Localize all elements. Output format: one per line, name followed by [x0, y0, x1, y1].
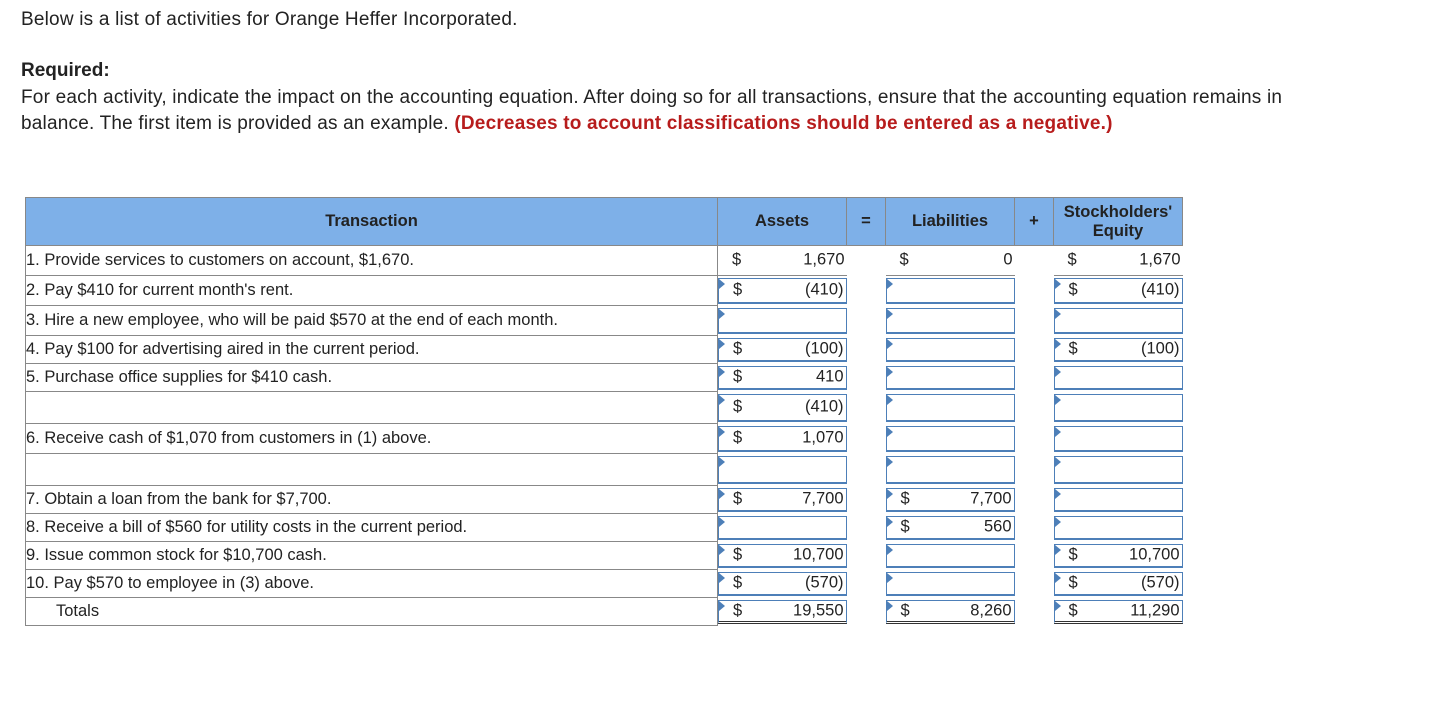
currency-symbol: $: [733, 339, 743, 358]
transaction-label: 6. Receive cash of $1,070 from customers in (1) above.: [26, 424, 718, 454]
currency-symbol: $: [733, 601, 743, 619]
transaction-label: Totals: [26, 598, 718, 626]
liabilities-cell[interactable]: [886, 276, 1015, 306]
assets-cell[interactable]: [718, 276, 847, 306]
liabilities-input[interactable]: [886, 544, 1015, 568]
equity-cell[interactable]: [1054, 364, 1183, 392]
input-marker-icon: [719, 427, 725, 437]
column-gap: [1015, 454, 1054, 486]
equity-value: (570): [1140, 573, 1180, 592]
liabilities-value: 0: [1003, 250, 1013, 269]
liabilities-cell: [886, 246, 1015, 276]
table-row: [26, 392, 1183, 424]
input-marker-icon: [719, 339, 725, 349]
required-instructions: For each activity, indicate the impact on the accounting equation. After doing so for all transactions, ensure that the accounting equation remains in balance. The first item is provided as an example.: [21, 87, 1283, 134]
column-gap: [847, 486, 886, 514]
equity-input[interactable]: [1054, 426, 1183, 452]
liabilities-cell[interactable]: [886, 570, 1015, 598]
input-marker-icon: [887, 517, 893, 527]
input-marker-icon: [1055, 457, 1061, 467]
input-marker-icon: [1055, 427, 1061, 437]
input-marker-icon: [887, 573, 893, 583]
column-gap: [1015, 392, 1054, 424]
assets-cell[interactable]: [718, 570, 847, 598]
liabilities-input[interactable]: [886, 366, 1015, 390]
assets-input[interactable]: [718, 544, 847, 568]
currency-symbol: $: [900, 601, 910, 619]
input-marker-icon: [719, 395, 725, 405]
liabilities-input[interactable]: [886, 600, 1015, 624]
column-gap: [1015, 570, 1054, 598]
equity-input[interactable]: [1054, 572, 1183, 596]
column-gap: [1015, 336, 1054, 364]
currency-symbol: $: [1068, 601, 1078, 619]
equity-value: (100): [1140, 339, 1180, 358]
liabilities-input[interactable]: [886, 456, 1015, 484]
column-gap: [847, 514, 886, 542]
currency-symbol: $: [733, 397, 743, 416]
liabilities-cell[interactable]: [886, 424, 1015, 454]
assets-cell[interactable]: [718, 542, 847, 570]
input-marker-icon: [1055, 573, 1061, 583]
liabilities-cell[interactable]: [886, 514, 1015, 542]
equity-input[interactable]: [1054, 366, 1183, 390]
input-marker-icon: [719, 457, 725, 467]
equity-cell[interactable]: [1054, 306, 1183, 336]
equity-cell[interactable]: [1054, 276, 1183, 306]
header-stockholders-equity: Stockholders' Equity: [1054, 198, 1183, 246]
column-gap: [1015, 486, 1054, 514]
assets-input[interactable]: [718, 308, 847, 334]
equity-cell[interactable]: [1054, 514, 1183, 542]
input-marker-icon: [719, 367, 725, 377]
liabilities-value: 560: [983, 517, 1012, 536]
liabilities-cell[interactable]: [886, 454, 1015, 486]
liabilities-value: 8,260: [970, 601, 1012, 619]
equity-input[interactable]: [1054, 394, 1183, 422]
equity-cell[interactable]: [1054, 454, 1183, 486]
column-gap: [847, 364, 886, 392]
assets-cell: [718, 246, 847, 276]
column-gap: [847, 336, 886, 364]
equity-value: (410): [1140, 280, 1180, 299]
transaction-label: 2. Pay $410 for current month's rent.: [26, 276, 718, 306]
equity-cell[interactable]: [1054, 486, 1183, 514]
assets-cell[interactable]: [718, 364, 847, 392]
assets-input: [718, 246, 847, 276]
table-row: [26, 514, 1183, 542]
input-marker-icon: [887, 367, 893, 377]
input-marker-icon: [887, 489, 893, 499]
input-marker-icon: [719, 545, 725, 555]
equity-input[interactable]: [1054, 488, 1183, 512]
table-row: [26, 246, 1183, 276]
equity-cell[interactable]: [1054, 424, 1183, 454]
column-gap: [1015, 276, 1054, 306]
equity-input[interactable]: [1054, 600, 1183, 624]
equity-input[interactable]: [1054, 338, 1183, 362]
equity-cell[interactable]: [1054, 598, 1183, 626]
assets-input[interactable]: [718, 488, 847, 512]
assets-cell[interactable]: [718, 598, 847, 626]
transaction-label: 9. Issue common stock for $10,700 cash.: [26, 542, 718, 570]
input-marker-icon: [1055, 367, 1061, 377]
column-gap: [847, 598, 886, 626]
transaction-label: 10. Pay $570 to employee in (3) above.: [26, 570, 718, 598]
column-gap: [847, 246, 886, 276]
currency-symbol: $: [1067, 250, 1077, 269]
currency-symbol: $: [899, 250, 909, 269]
column-gap: [847, 276, 886, 306]
assets-cell[interactable]: [718, 392, 847, 424]
transaction-label: 5. Purchase office supplies for $410 cash.: [26, 364, 718, 392]
column-gap: [1015, 246, 1054, 276]
equity-cell: [1054, 246, 1183, 276]
assets-input[interactable]: [718, 572, 847, 596]
input-marker-icon: [719, 489, 725, 499]
column-gap: [1015, 598, 1054, 626]
table-row: [26, 542, 1183, 570]
currency-symbol: $: [1068, 545, 1078, 564]
column-gap: [847, 570, 886, 598]
liabilities-input[interactable]: [886, 488, 1015, 512]
input-marker-icon: [887, 427, 893, 437]
input-marker-icon: [887, 457, 893, 467]
transaction-label: 4. Pay $100 for advertising aired in the current period.: [26, 336, 718, 364]
liabilities-cell[interactable]: [886, 486, 1015, 514]
table-row: [26, 276, 1183, 306]
input-marker-icon: [1055, 395, 1061, 405]
header-assets: Assets: [718, 198, 847, 246]
liabilities-input[interactable]: [886, 394, 1015, 422]
equity-cell[interactable]: [1054, 542, 1183, 570]
column-gap: [1015, 364, 1054, 392]
liabilities-input[interactable]: [886, 308, 1015, 334]
assets-value: (570): [804, 573, 844, 592]
column-gap: [1015, 542, 1054, 570]
input-marker-icon: [719, 279, 725, 289]
header-liabilities: Liabilities: [886, 198, 1015, 246]
input-marker-icon: [887, 601, 893, 611]
currency-symbol: $: [733, 280, 743, 299]
input-marker-icon: [1055, 339, 1061, 349]
liabilities-cell[interactable]: [886, 542, 1015, 570]
liabilities-input[interactable]: [886, 572, 1015, 596]
assets-value: 1,670: [803, 250, 845, 269]
input-marker-icon: [719, 309, 725, 319]
equity-cell[interactable]: [1054, 570, 1183, 598]
table-row: [26, 364, 1183, 392]
column-gap: [847, 454, 886, 486]
header-row: [26, 198, 1183, 246]
input-marker-icon: [1055, 545, 1061, 555]
liabilities-input[interactable]: [886, 278, 1015, 304]
header-equals: =: [847, 198, 886, 246]
transaction-label: 1. Provide services to customers on account, $1,670.: [26, 246, 718, 276]
liabilities-cell[interactable]: [886, 598, 1015, 626]
column-gap: [1015, 424, 1054, 454]
equity-input[interactable]: [1054, 278, 1183, 304]
equity-input[interactable]: [1054, 516, 1183, 540]
liabilities-cell[interactable]: [886, 364, 1015, 392]
assets-cell[interactable]: [718, 306, 847, 336]
liabilities-input[interactable]: [886, 338, 1015, 362]
input-marker-icon: [719, 573, 725, 583]
liabilities-cell[interactable]: [886, 336, 1015, 364]
currency-symbol: $: [732, 250, 742, 269]
currency-symbol: $: [900, 489, 910, 508]
assets-cell[interactable]: [718, 454, 847, 486]
intro-text: Below is a list of activities for Orange Heffer Incorporated.: [21, 9, 518, 30]
currency-symbol: $: [900, 517, 910, 536]
equity-value: 1,670: [1139, 250, 1181, 269]
assets-value: 19,550: [793, 601, 844, 619]
accounting-equation-table: [25, 197, 1183, 626]
assets-input[interactable]: [718, 516, 847, 540]
table-row: [26, 454, 1183, 486]
input-marker-icon: [887, 545, 893, 555]
equity-input: [1054, 246, 1183, 276]
transaction-label: 3. Hire a new employee, who will be paid $570 at the end of each month.: [26, 306, 718, 336]
currency-symbol: $: [1068, 339, 1078, 358]
liabilities-cell[interactable]: [886, 392, 1015, 424]
assets-cell[interactable]: [718, 336, 847, 364]
liabilities-input[interactable]: [886, 426, 1015, 452]
input-marker-icon: [1055, 279, 1061, 289]
column-gap: [847, 392, 886, 424]
header-plus: +: [1015, 198, 1054, 246]
transaction-label: 8. Receive a bill of $560 for utility costs in the current period.: [26, 514, 718, 542]
equity-input[interactable]: [1054, 456, 1183, 484]
column-gap: [847, 424, 886, 454]
equity-input[interactable]: [1054, 544, 1183, 568]
liabilities-input: [886, 246, 1015, 276]
assets-value: 1,070: [802, 428, 844, 447]
assets-cell[interactable]: [718, 424, 847, 454]
input-marker-icon: [719, 601, 725, 611]
equity-cell[interactable]: [1054, 392, 1183, 424]
equity-input[interactable]: [1054, 308, 1183, 334]
input-marker-icon: [719, 517, 725, 527]
liabilities-cell[interactable]: [886, 306, 1015, 336]
required-heading: Required:: [21, 60, 110, 81]
assets-value: 410: [815, 367, 844, 386]
assets-cell[interactable]: [718, 486, 847, 514]
assets-input[interactable]: [718, 366, 847, 390]
transaction-label: [26, 392, 718, 424]
table-row: [26, 570, 1183, 598]
table-row: [26, 306, 1183, 336]
currency-symbol: $: [1068, 280, 1078, 299]
currency-symbol: $: [733, 428, 743, 447]
assets-value: 10,700: [793, 545, 844, 564]
column-gap: [1015, 306, 1054, 336]
equity-cell[interactable]: [1054, 336, 1183, 364]
assets-input[interactable]: [718, 394, 847, 422]
column-gap: [847, 542, 886, 570]
input-marker-icon: [887, 339, 893, 349]
input-marker-icon: [887, 309, 893, 319]
assets-value: (410): [804, 397, 844, 416]
currency-symbol: $: [733, 489, 743, 508]
assets-input[interactable]: [718, 338, 847, 362]
currency-symbol: $: [733, 573, 743, 592]
input-marker-icon: [1055, 489, 1061, 499]
input-marker-icon: [1055, 309, 1061, 319]
table-row: [26, 336, 1183, 364]
assets-value: 7,700: [802, 489, 844, 508]
column-gap: [847, 306, 886, 336]
assets-cell[interactable]: [718, 514, 847, 542]
transaction-label: [26, 454, 718, 486]
required-text: [21, 85, 1341, 136]
equity-value: 11,290: [1130, 601, 1180, 619]
transaction-label: 7. Obtain a loan from the bank for $7,700.: [26, 486, 718, 514]
assets-input[interactable]: [718, 456, 847, 484]
currency-symbol: $: [733, 367, 743, 386]
assets-input[interactable]: [718, 600, 847, 624]
table-row: [26, 424, 1183, 454]
assets-value: (410): [804, 280, 844, 299]
table-row: [26, 598, 1183, 626]
currency-symbol: $: [1068, 573, 1078, 592]
column-gap: [1015, 514, 1054, 542]
input-marker-icon: [887, 395, 893, 405]
liabilities-input[interactable]: [886, 516, 1015, 540]
required-emphasis: (Decreases to account classifications should be entered as a negative.): [454, 112, 1113, 134]
equity-value: 10,700: [1129, 545, 1180, 564]
liabilities-value: 7,700: [970, 489, 1012, 508]
input-marker-icon: [887, 279, 893, 289]
input-marker-icon: [1055, 517, 1061, 527]
input-marker-icon: [1055, 601, 1061, 611]
assets-input[interactable]: [718, 426, 847, 452]
assets-input[interactable]: [718, 278, 847, 304]
currency-symbol: $: [733, 545, 743, 564]
assets-value: (100): [804, 339, 844, 358]
table-row: [26, 486, 1183, 514]
header-transaction: Transaction: [26, 198, 718, 246]
